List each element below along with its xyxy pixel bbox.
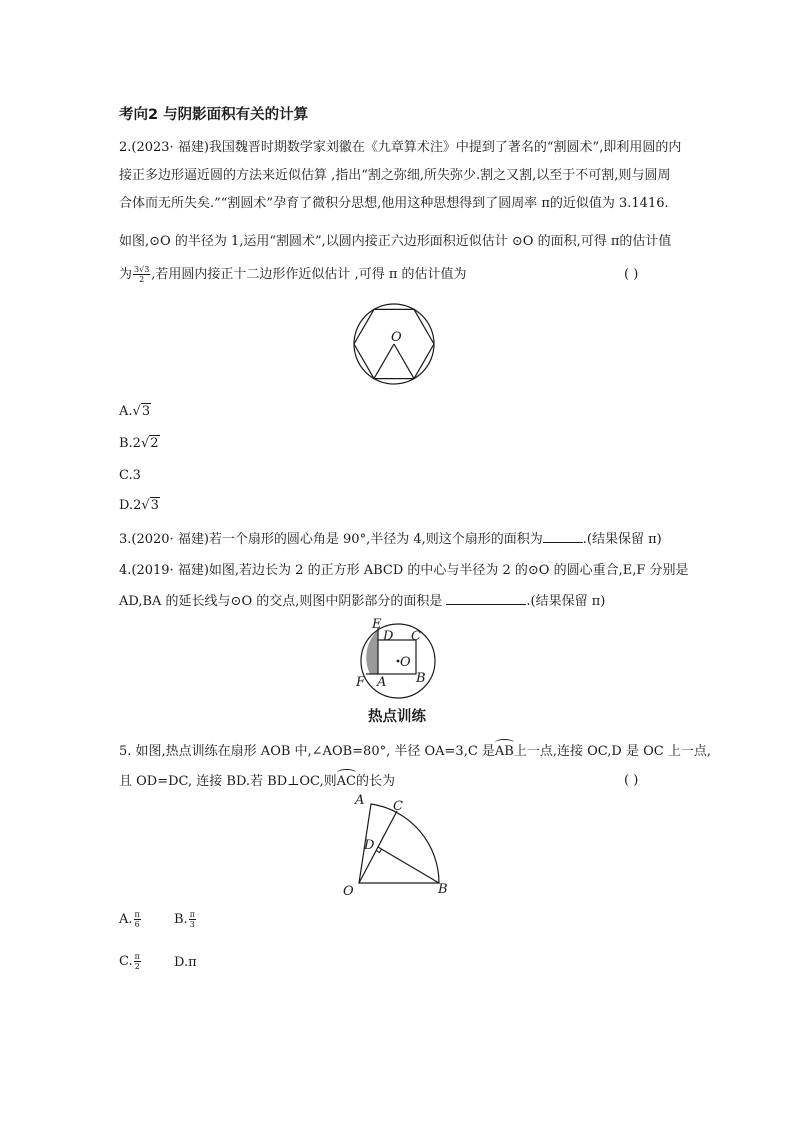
- q2-option-d-sqrt: √3: [141, 498, 159, 513]
- q2-fraction: [133, 265, 150, 284]
- q2-option-b-radicand: 2: [150, 436, 159, 451]
- q4-answer-blank[interactable]: [446, 592, 526, 605]
- q2-option-b-prefix: B.2: [119, 436, 141, 451]
- q2-radius-left: [374, 344, 394, 379]
- q4-line-2: [119, 592, 605, 611]
- q3-line: [119, 530, 662, 549]
- q5-label-c: C: [393, 799, 403, 814]
- q5-option-a-den: 6: [134, 920, 140, 929]
- q5-option-b-prefix: B.: [174, 912, 188, 927]
- q4-text-post: .(结果保留 π): [526, 594, 606, 609]
- q5-label-a: A: [355, 793, 365, 808]
- q2-option-a-prefix: A.: [119, 404, 133, 419]
- q5-line-2-pre: 且 OD=DC, 连接 BD.若 BD⊥OC,则: [119, 774, 337, 789]
- q2-option-d: [119, 498, 160, 513]
- q4-shaded-region: [366, 630, 378, 674]
- q5-figure-sector: [340, 792, 460, 898]
- q2-option-b: [119, 436, 160, 451]
- q3-answer-blank[interactable]: [543, 530, 583, 543]
- q2-line-4: 如图,⊙O 的半径为 1,运用“割圆术”,以圆内接正六边形面积近似估计 ⊙O 的面积,可得 π的估计值: [119, 234, 672, 249]
- q4-label-e: E: [372, 617, 382, 632]
- q4-center-dot: [397, 660, 400, 663]
- q5-option-b-frac: [189, 910, 196, 929]
- q5-option-b: [174, 910, 197, 929]
- q5-option-a-num: π: [134, 910, 140, 919]
- q2-option-d-prefix: D.2: [119, 498, 142, 513]
- q5-option-a: [119, 910, 142, 929]
- q5-answer-paren: ( ): [624, 773, 639, 788]
- q5-label-d: D: [364, 838, 375, 853]
- q5-label-o: O: [343, 884, 354, 899]
- q2-label-o: O: [391, 330, 402, 345]
- q5-option-c-num: π: [134, 952, 140, 961]
- section-title: 考向2 与阴影面积有关的计算: [119, 107, 309, 123]
- q5-line-1-post: 上一点,连接 OC,D 是 OC 上一点,: [513, 744, 711, 759]
- q4-label-a: A: [377, 675, 387, 690]
- q3-text-post: .(结果保留 π): [582, 532, 662, 547]
- q2-option-d-radicand: 3: [150, 498, 159, 513]
- q5-line-1: [119, 741, 711, 761]
- q2-fraction-num: 3√3: [134, 265, 150, 274]
- q5-option-c-prefix: C.: [119, 954, 133, 969]
- q5-line-2-post: 的长为: [356, 774, 396, 789]
- q5-arc-ab: AB: [495, 741, 514, 761]
- q4-text-pre: AD,BA 的延长线与⊙O 的交点,则图中阴影部分的面积是: [119, 594, 443, 609]
- q5-option-c-den: 2: [134, 962, 140, 971]
- q5-arc-ac: AC: [337, 771, 356, 791]
- q4-label-f: F: [356, 675, 366, 690]
- q4-label-o: O: [400, 655, 411, 670]
- q4-figure-circle-square: [356, 616, 440, 704]
- q5-option-b-num: π: [189, 910, 195, 919]
- q2-option-a-radicand: 3: [141, 404, 151, 419]
- q2-option-b-sqrt: √2: [140, 436, 159, 451]
- q2-line-5: [119, 265, 467, 284]
- q2-line-5-pre: 为: [119, 267, 133, 282]
- q2-line-1: 2.(2023· 福建)我国魏晋时期数学家刘徽在《九章算术注》中提到了著名的“割圆术”,即利用圆的内: [119, 140, 682, 155]
- q5-option-a-prefix: A.: [119, 912, 133, 927]
- q5-option-c-frac: [134, 952, 141, 971]
- q4-label-d: D: [383, 629, 394, 644]
- q5-option-c: [119, 952, 142, 971]
- q5-option-b-den: 3: [189, 920, 195, 929]
- q4-label-c: C: [411, 629, 421, 644]
- q3-text-pre: 3.(2020· 福建)若一个扇形的圆心角是 90°,半径为 4,则这个扇形的面积为: [119, 532, 543, 547]
- q2-option-c: C.3: [119, 468, 141, 483]
- q5-label-b: B: [438, 882, 448, 897]
- q2-fraction-den: 2: [139, 275, 145, 284]
- q4-label-b: B: [416, 671, 426, 686]
- q2-line-5-post: ,若用圆内接正十二边形作近似估计 ,可得 π 的估计值为: [151, 267, 467, 282]
- q5-segment-bd: [378, 847, 439, 883]
- q2-line-3: 合体而无所失矣.”“割圆术”孕育了微积分思想,他用这种思想得到了圆周率 π的近似值为 3.1416.: [119, 196, 669, 211]
- q5-option-a-frac: [134, 910, 141, 929]
- q5-option-d: D.π: [174, 955, 197, 970]
- q5-line-2: [119, 771, 395, 791]
- q2-option-a-sqrt: √3: [132, 404, 151, 419]
- q2-option-a: [119, 404, 151, 419]
- q4-line-1: 4.(2019· 福建)如图,若边长为 2 的正方形 ABCD 的中心与半径为 2 的⊙O 的圆心重合,E,F 分别是: [119, 563, 689, 578]
- q5-line-1-pre: 5. 如图,热点训练在扇形 AOB 中,∠AOB=80°, 半径 OA=3,C 是: [119, 744, 495, 759]
- q2-figure-circle-hexagon: [352, 303, 436, 387]
- q2-radius-right: [394, 344, 414, 379]
- q2-answer-paren: ( ): [624, 267, 639, 282]
- q2-line-2: 接正多边形逼近圆的方法来近似估算 ,指出“割之弥细,所失弥少.割之又割,以至于不可割,则与圆周: [119, 168, 671, 183]
- hot-practice-title: 热点训练: [368, 709, 426, 725]
